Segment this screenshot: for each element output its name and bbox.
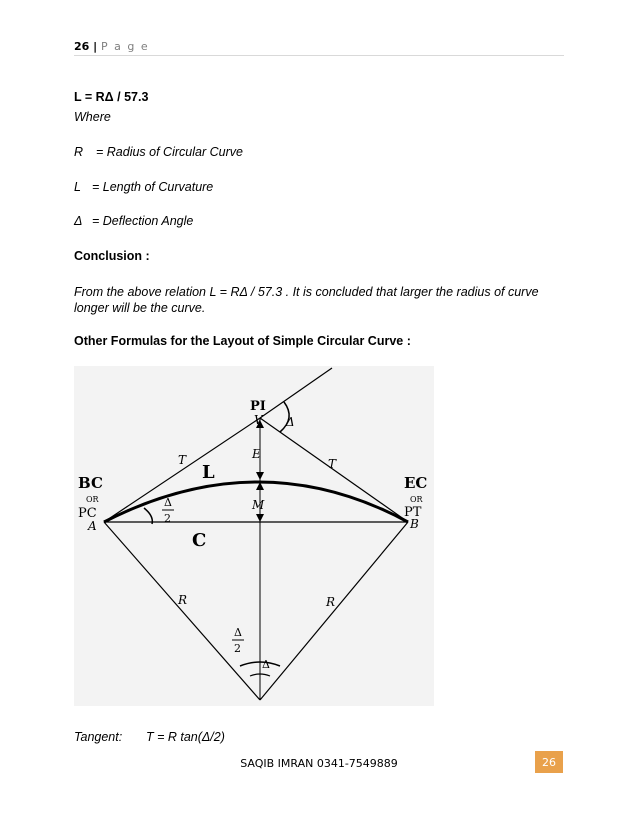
definition-text: = Deflection Angle <box>92 214 194 228</box>
definition-length <box>74 180 213 194</box>
radius-line-right <box>260 522 408 700</box>
pt-label: PT <box>404 505 422 520</box>
delta-label-center: Δ <box>262 658 270 671</box>
tangent-line-left <box>104 418 260 522</box>
header-page-number: 26 <box>74 40 90 53</box>
r-label-right: R <box>326 595 336 609</box>
where-label: Where <box>74 110 111 124</box>
arrow-head <box>256 472 264 480</box>
or-label-left: OR <box>86 495 99 504</box>
half-delta-num-a: Δ <box>164 496 172 509</box>
v-label: V <box>254 413 263 427</box>
definition-radius <box>74 145 243 159</box>
page-header <box>74 40 149 53</box>
radius-line-left <box>104 522 260 700</box>
delta-label-pi: Δ <box>286 415 295 429</box>
header-separator: | <box>89 40 101 53</box>
ec-label: EC <box>404 474 428 492</box>
footer-page-number: 26 <box>535 751 563 773</box>
pc-label: PC <box>78 506 97 521</box>
definition-deflection <box>74 214 193 228</box>
r-label-left: R <box>178 593 188 607</box>
definition-symbol: R <box>74 145 84 159</box>
simple-curve-diagram <box>74 366 434 706</box>
c-label: C <box>192 530 207 551</box>
a-label: A <box>88 519 97 533</box>
tangent-formula: T = R tan(Δ/2) <box>146 730 225 744</box>
definition-symbol: L <box>74 180 81 194</box>
l-label: L <box>202 462 215 483</box>
footer-author: SAQIB IMRAN 0341-7549889 <box>240 757 398 770</box>
half-delta-den-center: 2 <box>234 642 241 655</box>
conclusion-text: From the above relation L = RΔ / 57.3 . It is concluded that larger the radius of curve longer will be the curve. <box>74 285 539 315</box>
t-label-left: T <box>178 453 187 467</box>
bc-label: BC <box>78 474 103 492</box>
tangent-formula-line <box>74 730 225 744</box>
header-rule <box>74 55 564 56</box>
tangent-extension <box>260 368 332 418</box>
arrow-head <box>256 514 264 522</box>
other-formulas-heading: Other Formulas for the Layout of Simple Circular Curve : <box>74 334 411 348</box>
header-page-label: P a g e <box>101 40 150 53</box>
tangent-label: Tangent: <box>74 730 123 744</box>
half-delta-num-center: Δ <box>234 626 242 639</box>
b-label: B <box>410 517 419 531</box>
definition-text: = Length of Curvature <box>92 180 214 194</box>
definition-text: = Radius of Circular Curve <box>96 145 243 159</box>
t-label-right: T <box>328 457 337 471</box>
formula-line: L = RΔ / 57.3 <box>74 90 149 104</box>
e-label: E <box>252 447 261 461</box>
half-delta-den-a: 2 <box>164 512 171 525</box>
pi-label: PI <box>250 399 266 414</box>
definition-symbol: Δ <box>74 214 83 228</box>
or-label-right: OR <box>410 495 423 504</box>
conclusion-heading: Conclusion : <box>74 249 150 263</box>
m-label: M <box>252 498 265 512</box>
